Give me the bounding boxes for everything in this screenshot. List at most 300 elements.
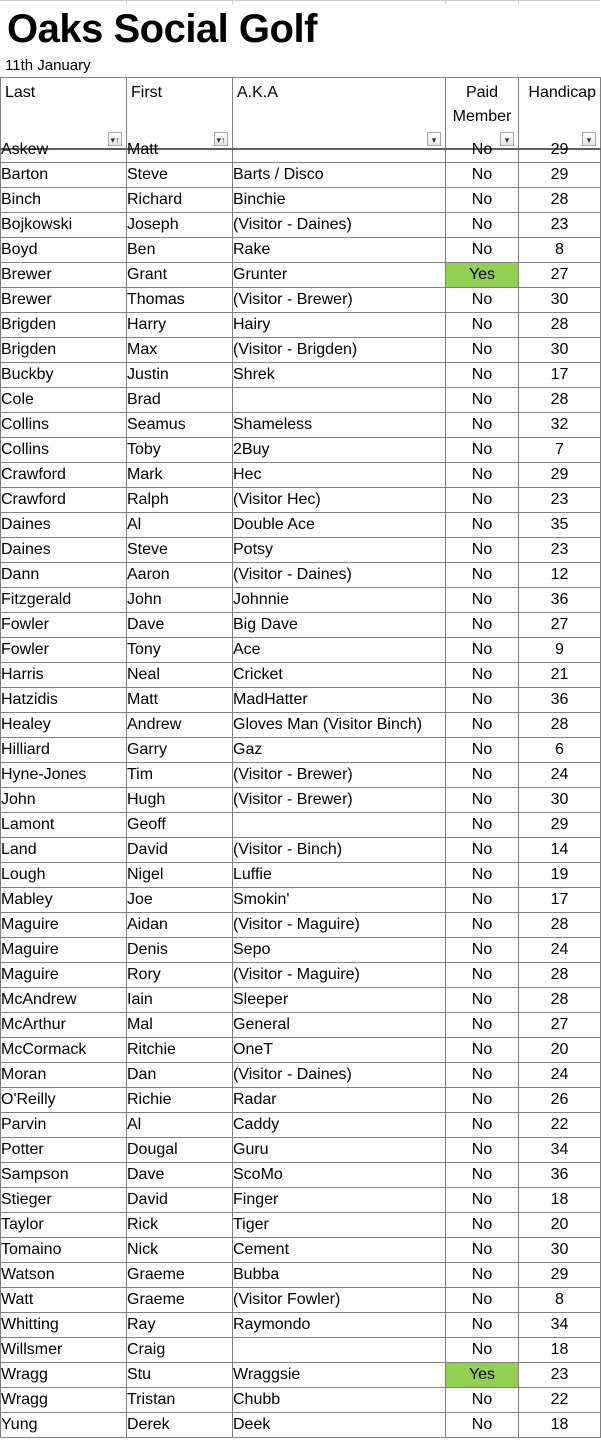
- table-row: [1, 338, 601, 363]
- cell-handicap[interactable]: 18: [519, 1413, 601, 1438]
- cell-last[interactable]: Maguire: [1, 938, 127, 963]
- cell-last[interactable]: Sampson: [1, 1163, 127, 1188]
- cell-first[interactable]: Nick: [127, 1238, 233, 1263]
- cell-paid-member[interactable]: No: [446, 938, 519, 963]
- cell-first[interactable]: Garry: [127, 738, 233, 763]
- cell-first[interactable]: Toby: [127, 438, 233, 463]
- cell-handicap[interactable]: 29: [519, 163, 601, 188]
- cell-first[interactable]: Graeme: [127, 1263, 233, 1288]
- cell-text: Askew: [1, 141, 49, 158]
- cell-last[interactable]: John: [1, 788, 127, 813]
- cell-aka[interactable]: Rake: [233, 238, 446, 263]
- cell-last[interactable]: Hatzidis: [1, 688, 127, 713]
- cell-last[interactable]: Fowler: [1, 638, 127, 663]
- cell-first[interactable]: Steve: [127, 538, 233, 563]
- cell-aka[interactable]: Wraggsie: [233, 1363, 446, 1388]
- cell-handicap[interactable]: 35: [519, 513, 601, 538]
- cell-paid-member[interactable]: [446, 141, 519, 163]
- cell-last[interactable]: Maguire: [1, 913, 127, 938]
- filter-dropdown-icon[interactable]: ▾: [582, 132, 596, 146]
- cell-paid-member[interactable]: No: [446, 588, 519, 613]
- cell-handicap[interactable]: 24: [519, 763, 601, 788]
- cell-last[interactable]: Stieger: [1, 1188, 127, 1213]
- cell-aka[interactable]: 2Buy: [233, 438, 446, 463]
- cell-first[interactable]: Brad: [127, 388, 233, 413]
- cell-aka[interactable]: Grunter: [233, 263, 446, 288]
- cell-first[interactable]: Max: [127, 338, 233, 363]
- column-header-label: Handicap: [528, 84, 596, 101]
- cell-last[interactable]: McCormack: [1, 1038, 127, 1063]
- cell-first[interactable]: Aaron: [127, 563, 233, 588]
- cell-handicap[interactable]: 36: [519, 688, 601, 713]
- cell-last[interactable]: Crawford: [1, 488, 127, 513]
- cell-aka[interactable]: Binchie: [233, 188, 446, 213]
- cell-handicap[interactable]: 36: [519, 1163, 601, 1188]
- sheet-top-border: [0, 0, 600, 1]
- cell-handicap[interactable]: 29: [519, 463, 601, 488]
- cell-last[interactable]: Daines: [1, 513, 127, 538]
- cell-last[interactable]: Hilliard: [1, 738, 127, 763]
- cell-aka[interactable]: Gaz: [233, 738, 446, 763]
- cell-aka[interactable]: [233, 1338, 446, 1363]
- cell-last[interactable]: Potter: [1, 1138, 127, 1163]
- table-row: [1, 1063, 601, 1088]
- cell-paid-member[interactable]: No: [446, 813, 519, 838]
- cell-aka[interactable]: Sepo: [233, 938, 446, 963]
- cell-aka[interactable]: Cement: [233, 1238, 446, 1263]
- cell-paid-member[interactable]: No: [446, 988, 519, 1013]
- cell-paid-member[interactable]: No: [446, 963, 519, 988]
- cell-handicap[interactable]: 30: [519, 1238, 601, 1263]
- cell-first[interactable]: Geoff: [127, 813, 233, 838]
- cell-paid-member[interactable]: No: [446, 163, 519, 188]
- cell-aka[interactable]: Finger: [233, 1188, 446, 1213]
- cell-paid-member[interactable]: No: [446, 438, 519, 463]
- cell-first[interactable]: Joseph: [127, 213, 233, 238]
- cell-last[interactable]: Brewer: [1, 288, 127, 313]
- cell-first[interactable]: Joe: [127, 888, 233, 913]
- table-row: [1, 688, 601, 713]
- cell-first[interactable]: Tony: [127, 638, 233, 663]
- table-row: [1, 888, 601, 913]
- cell-paid-member[interactable]: No: [446, 1313, 519, 1338]
- cell-last[interactable]: Yung: [1, 1413, 127, 1438]
- cell-first[interactable]: Craig: [127, 1338, 233, 1363]
- cell-last[interactable]: O'Reilly: [1, 1088, 127, 1113]
- cell-first[interactable]: Hugh: [127, 788, 233, 813]
- table-row: [1, 388, 601, 413]
- cell-aka[interactable]: General: [233, 1013, 446, 1038]
- cell-last[interactable]: Daines: [1, 538, 127, 563]
- cell-aka[interactable]: (Visitor - Brewer): [233, 763, 446, 788]
- cell-aka[interactable]: [233, 813, 446, 838]
- cell-handicap[interactable]: [519, 141, 601, 163]
- cell-last[interactable]: Harris: [1, 663, 127, 688]
- cell-last[interactable]: Lough: [1, 863, 127, 888]
- clipped-cell-text: [446, 141, 518, 162]
- table-row: [1, 238, 601, 263]
- cell-paid-member[interactable]: No: [446, 1413, 519, 1438]
- table-row: [1, 1263, 601, 1288]
- cell-paid-member[interactable]: No: [446, 1338, 519, 1363]
- cell-handicap[interactable]: 27: [519, 1013, 601, 1038]
- cell-handicap[interactable]: 34: [519, 1138, 601, 1163]
- cell-last[interactable]: Bojkowski: [1, 213, 127, 238]
- cell-last[interactable]: Lamont: [1, 813, 127, 838]
- cell-last[interactable]: Crawford: [1, 463, 127, 488]
- cell-last[interactable]: Taylor: [1, 1213, 127, 1238]
- cell-last[interactable]: Brewer: [1, 263, 127, 288]
- filter-dropdown-icon[interactable]: ▾: [500, 132, 514, 146]
- cell-last[interactable]: Boyd: [1, 238, 127, 263]
- cell-last[interactable]: Land: [1, 838, 127, 863]
- cell-first[interactable]: Derek: [127, 1413, 233, 1438]
- column-header-label: Paid Member: [452, 84, 512, 125]
- cell-paid-member[interactable]: No: [446, 363, 519, 388]
- cell-paid-member[interactable]: No: [446, 1238, 519, 1263]
- cell-first[interactable]: Mal: [127, 1013, 233, 1038]
- clipped-cell-text: [1, 141, 126, 162]
- cell-last[interactable]: Maguire: [1, 963, 127, 988]
- table-row: [1, 263, 601, 288]
- cell-aka[interactable]: Bubba: [233, 1263, 446, 1288]
- cell-aka[interactable]: MadHatter: [233, 688, 446, 713]
- cell-first[interactable]: Nigel: [127, 863, 233, 888]
- cell-first[interactable]: David: [127, 1188, 233, 1213]
- cell-first[interactable]: Dave: [127, 1163, 233, 1188]
- filter-sort-icon[interactable]: ▾↑: [214, 132, 228, 146]
- cell-aka[interactable]: Tiger: [233, 1213, 446, 1238]
- cell-first[interactable]: Ray: [127, 1313, 233, 1338]
- cell-paid-member[interactable]: Yes: [446, 263, 519, 288]
- cell-last[interactable]: Moran: [1, 1063, 127, 1088]
- cell-last[interactable]: Hyne-Jones: [1, 763, 127, 788]
- cell-handicap[interactable]: 23: [519, 488, 601, 513]
- table-row: [1, 513, 601, 538]
- cell-aka[interactable]: Hec: [233, 463, 446, 488]
- cell-aka[interactable]: Guru: [233, 1138, 446, 1163]
- cell-paid-member[interactable]: No: [446, 1288, 519, 1313]
- cell-paid-member[interactable]: No: [446, 1038, 519, 1063]
- cell-handicap[interactable]: 18: [519, 1188, 601, 1213]
- cell-handicap[interactable]: 28: [519, 713, 601, 738]
- cell-handicap[interactable]: 24: [519, 1063, 601, 1088]
- cell-handicap[interactable]: 19: [519, 863, 601, 888]
- cell-paid-member[interactable]: No: [446, 1263, 519, 1288]
- cell-paid-member[interactable]: No: [446, 838, 519, 863]
- cell-paid-member[interactable]: No: [446, 413, 519, 438]
- cell-first[interactable]: Al: [127, 1113, 233, 1138]
- cell-aka[interactable]: OneT: [233, 1038, 446, 1063]
- cell-first[interactable]: Grant: [127, 263, 233, 288]
- table-row: [1, 788, 601, 813]
- cell-handicap[interactable]: 28: [519, 388, 601, 413]
- cell-aka[interactable]: (Visitor - Brewer): [233, 288, 446, 313]
- cell-last[interactable]: Brigden: [1, 313, 127, 338]
- cell-last[interactable]: Healey: [1, 713, 127, 738]
- cell-paid-member[interactable]: No: [446, 788, 519, 813]
- cell-last[interactable]: Whitting: [1, 1313, 127, 1338]
- cell-handicap[interactable]: 32: [519, 413, 601, 438]
- table-row: [1, 288, 601, 313]
- cell-paid-member[interactable]: No: [446, 513, 519, 538]
- cell-handicap[interactable]: 20: [519, 1213, 601, 1238]
- cell-first[interactable]: Iain: [127, 988, 233, 1013]
- cell-handicap[interactable]: 8: [519, 238, 601, 263]
- cell-aka[interactable]: Radar: [233, 1088, 446, 1113]
- cell-aka[interactable]: (Visitor Hec): [233, 488, 446, 513]
- cell-aka[interactable]: Johnnie: [233, 588, 446, 613]
- cell-handicap[interactable]: 9: [519, 638, 601, 663]
- cell-aka[interactable]: [233, 388, 446, 413]
- cell-aka[interactable]: Ace: [233, 638, 446, 663]
- cell-text: Matt: [127, 141, 159, 158]
- cell-last[interactable]: Wragg: [1, 1363, 127, 1388]
- cell-aka[interactable]: [233, 149, 446, 163]
- cell-paid-member[interactable]: No: [446, 1063, 519, 1088]
- cell-first[interactable]: David: [127, 838, 233, 863]
- cell-last[interactable]: Buckby: [1, 363, 127, 388]
- table-row: [1, 838, 601, 863]
- cell-first[interactable]: Dan: [127, 1063, 233, 1088]
- cell-first[interactable]: Seamus: [127, 413, 233, 438]
- cell-last[interactable]: Watson: [1, 1263, 127, 1288]
- cell-handicap[interactable]: 28: [519, 313, 601, 338]
- cell-aka[interactable]: (Visitor - Maguire): [233, 963, 446, 988]
- cell-handicap[interactable]: 17: [519, 888, 601, 913]
- cell-first[interactable]: Tim: [127, 763, 233, 788]
- column-header-first: [127, 78, 233, 150]
- cell-last[interactable]: Brigden: [1, 338, 127, 363]
- cell-paid-member[interactable]: No: [446, 1188, 519, 1213]
- cell-last[interactable]: Fowler: [1, 613, 127, 638]
- cell-aka[interactable]: Gloves Man (Visitor Binch): [233, 713, 446, 738]
- cell-aka[interactable]: Double Ace: [233, 513, 446, 538]
- cell-handicap[interactable]: 28: [519, 188, 601, 213]
- cell-paid-member[interactable]: Yes: [446, 1363, 519, 1388]
- cell-paid-member[interactable]: No: [446, 638, 519, 663]
- cell-paid-member[interactable]: No: [446, 1163, 519, 1188]
- cell-handicap[interactable]: 28: [519, 988, 601, 1013]
- cell-handicap[interactable]: 30: [519, 288, 601, 313]
- cell-paid-member[interactable]: No: [446, 888, 519, 913]
- cell-paid-member[interactable]: No: [446, 1213, 519, 1238]
- cell-aka[interactable]: Cricket: [233, 663, 446, 688]
- cell-aka[interactable]: (Visitor - Brigden): [233, 338, 446, 363]
- cell-paid-member[interactable]: No: [446, 1138, 519, 1163]
- cell-aka[interactable]: (Visitor - Binch): [233, 838, 446, 863]
- cell-paid-member[interactable]: No: [446, 463, 519, 488]
- cell-handicap[interactable]: 29: [519, 813, 601, 838]
- cell-aka[interactable]: Sleeper: [233, 988, 446, 1013]
- cell-first[interactable]: Aidan: [127, 913, 233, 938]
- cell-paid-member[interactable]: No: [446, 188, 519, 213]
- cell-first[interactable]: Denis: [127, 938, 233, 963]
- cell-first[interactable]: Justin: [127, 363, 233, 388]
- cell-first[interactable]: Stu: [127, 1363, 233, 1388]
- cell-paid-member[interactable]: No: [446, 663, 519, 688]
- cell-first[interactable]: Andrew: [127, 713, 233, 738]
- cell-paid-member[interactable]: No: [446, 338, 519, 363]
- table-row: [1, 763, 601, 788]
- cell-handicap[interactable]: 28: [519, 913, 601, 938]
- cell-aka[interactable]: Chubb: [233, 1388, 446, 1413]
- cell-aka[interactable]: Hairy: [233, 313, 446, 338]
- cell-paid-member[interactable]: No: [446, 913, 519, 938]
- cell-aka[interactable]: Big Dave: [233, 613, 446, 638]
- cell-last[interactable]: Dann: [1, 563, 127, 588]
- cell-first[interactable]: Tristan: [127, 1388, 233, 1413]
- clipped-cell-text: [233, 150, 445, 162]
- cell-handicap[interactable]: 14: [519, 838, 601, 863]
- filter-sort-icon[interactable]: ▾↑: [108, 132, 122, 146]
- clipped-cell-text: [519, 141, 600, 162]
- cell-last[interactable]: McAndrew: [1, 988, 127, 1013]
- cell-aka[interactable]: (Visitor - Daines): [233, 213, 446, 238]
- cell-handicap[interactable]: 30: [519, 788, 601, 813]
- cell-paid-member[interactable]: No: [446, 613, 519, 638]
- cell-paid-member[interactable]: No: [446, 1088, 519, 1113]
- cell-aka[interactable]: Smokin': [233, 888, 446, 913]
- filter-dropdown-icon[interactable]: ▾: [427, 132, 441, 146]
- cell-aka[interactable]: Potsy: [233, 538, 446, 563]
- cell-aka[interactable]: Caddy: [233, 1113, 446, 1138]
- cell-last[interactable]: Mabley: [1, 888, 127, 913]
- cell-last[interactable]: [1, 141, 127, 163]
- cell-handicap[interactable]: 23: [519, 1363, 601, 1388]
- cell-handicap[interactable]: 23: [519, 538, 601, 563]
- cell-last[interactable]: McArthur: [1, 1013, 127, 1038]
- cell-aka[interactable]: Luffie: [233, 863, 446, 888]
- cell-aka[interactable]: (Visitor Fowler): [233, 1288, 446, 1313]
- cell-handicap[interactable]: 26: [519, 1088, 601, 1113]
- cell-last[interactable]: Barton: [1, 163, 127, 188]
- cell-first[interactable]: Dougal: [127, 1138, 233, 1163]
- cell-aka[interactable]: Shrek: [233, 363, 446, 388]
- cell-first[interactable]: Richard: [127, 188, 233, 213]
- cell-first[interactable]: Neal: [127, 663, 233, 688]
- cell-paid-member[interactable]: No: [446, 713, 519, 738]
- cell-paid-member[interactable]: No: [446, 388, 519, 413]
- cell-first[interactable]: [127, 141, 233, 163]
- cell-aka[interactable]: (Visitor - Maguire): [233, 913, 446, 938]
- cell-aka[interactable]: (Visitor - Brewer): [233, 788, 446, 813]
- cell-paid-member[interactable]: No: [446, 688, 519, 713]
- cell-first[interactable]: Rory: [127, 963, 233, 988]
- cell-last[interactable]: Tomaino: [1, 1238, 127, 1263]
- cell-first[interactable]: Richie: [127, 1088, 233, 1113]
- column-header-handicap: [519, 78, 601, 150]
- cell-last[interactable]: Wragg: [1, 1388, 127, 1413]
- cell-handicap[interactable]: 28: [519, 963, 601, 988]
- table-row: [1, 363, 601, 388]
- cell-last[interactable]: Collins: [1, 413, 127, 438]
- cell-paid-member[interactable]: No: [446, 738, 519, 763]
- cell-first[interactable]: Graeme: [127, 1288, 233, 1313]
- cell-paid-member[interactable]: No: [446, 238, 519, 263]
- cell-first[interactable]: Ritchie: [127, 1038, 233, 1063]
- cell-paid-member[interactable]: No: [446, 538, 519, 563]
- cell-aka[interactable]: Shameless: [233, 413, 446, 438]
- cell-handicap[interactable]: 29: [519, 1263, 601, 1288]
- cell-first[interactable]: Rick: [127, 1213, 233, 1238]
- cell-last[interactable]: Willsmer: [1, 1338, 127, 1363]
- cell-handicap[interactable]: 21: [519, 663, 601, 688]
- cell-paid-member[interactable]: No: [446, 288, 519, 313]
- cell-handicap[interactable]: 23: [519, 213, 601, 238]
- cell-handicap[interactable]: 20: [519, 1038, 601, 1063]
- cell-paid-member[interactable]: No: [446, 563, 519, 588]
- cell-first[interactable]: Ben: [127, 238, 233, 263]
- cell-last[interactable]: Binch: [1, 188, 127, 213]
- cell-aka[interactable]: (Visitor - Daines): [233, 563, 446, 588]
- table-row: [1, 588, 601, 613]
- cell-aka[interactable]: Deek: [233, 1413, 446, 1438]
- cell-paid-member[interactable]: No: [446, 213, 519, 238]
- cell-aka[interactable]: ScoMo: [233, 1163, 446, 1188]
- cell-first[interactable]: Mark: [127, 463, 233, 488]
- cell-aka[interactable]: (Visitor - Daines): [233, 1063, 446, 1088]
- cell-handicap[interactable]: 8: [519, 1288, 601, 1313]
- cell-aka[interactable]: Barts / Disco: [233, 163, 446, 188]
- cell-last[interactable]: Cole: [1, 388, 127, 413]
- cell-handicap[interactable]: 30: [519, 338, 601, 363]
- cell-handicap[interactable]: 12: [519, 563, 601, 588]
- cell-paid-member[interactable]: No: [446, 1113, 519, 1138]
- cell-handicap[interactable]: 6: [519, 738, 601, 763]
- sheet-title: Oaks Social Golf: [7, 7, 317, 51]
- cell-handicap[interactable]: 22: [519, 1388, 601, 1413]
- cell-paid-member[interactable]: No: [446, 488, 519, 513]
- cell-first[interactable]: Al: [127, 513, 233, 538]
- cell-aka[interactable]: Raymondo: [233, 1313, 446, 1338]
- cell-paid-member[interactable]: No: [446, 763, 519, 788]
- cell-paid-member[interactable]: No: [446, 863, 519, 888]
- cell-first[interactable]: Matt: [127, 688, 233, 713]
- cell-handicap[interactable]: 27: [519, 263, 601, 288]
- cell-handicap[interactable]: 34: [519, 1313, 601, 1338]
- cell-paid-member[interactable]: No: [446, 1013, 519, 1038]
- cell-handicap[interactable]: 18: [519, 1338, 601, 1363]
- cell-handicap[interactable]: 17: [519, 363, 601, 388]
- table-row: [1, 488, 601, 513]
- column-divider-tick: [518, 0, 519, 4]
- cell-first[interactable]: Thomas: [127, 288, 233, 313]
- cell-first[interactable]: John: [127, 588, 233, 613]
- cell-handicap[interactable]: 7: [519, 438, 601, 463]
- table-row: [1, 1338, 601, 1363]
- cell-handicap[interactable]: 36: [519, 588, 601, 613]
- cell-first[interactable]: Harry: [127, 313, 233, 338]
- cell-first[interactable]: Ralph: [127, 488, 233, 513]
- table-row: [1, 1088, 601, 1113]
- cell-last[interactable]: Watt: [1, 1288, 127, 1313]
- cell-last[interactable]: Parvin: [1, 1113, 127, 1138]
- cell-paid-member[interactable]: No: [446, 313, 519, 338]
- cell-text: 29: [550, 141, 569, 158]
- cell-first[interactable]: Dave: [127, 613, 233, 638]
- table-row: [1, 563, 601, 588]
- cell-last[interactable]: Fitzgerald: [1, 588, 127, 613]
- cell-first[interactable]: Steve: [127, 163, 233, 188]
- cell-last[interactable]: Collins: [1, 438, 127, 463]
- cell-handicap[interactable]: 22: [519, 1113, 601, 1138]
- cell-paid-member[interactable]: No: [446, 1388, 519, 1413]
- cell-handicap[interactable]: 24: [519, 938, 601, 963]
- column-header-paid-member: [446, 78, 519, 150]
- cell-handicap[interactable]: 27: [519, 613, 601, 638]
- table-row: [1, 463, 601, 488]
